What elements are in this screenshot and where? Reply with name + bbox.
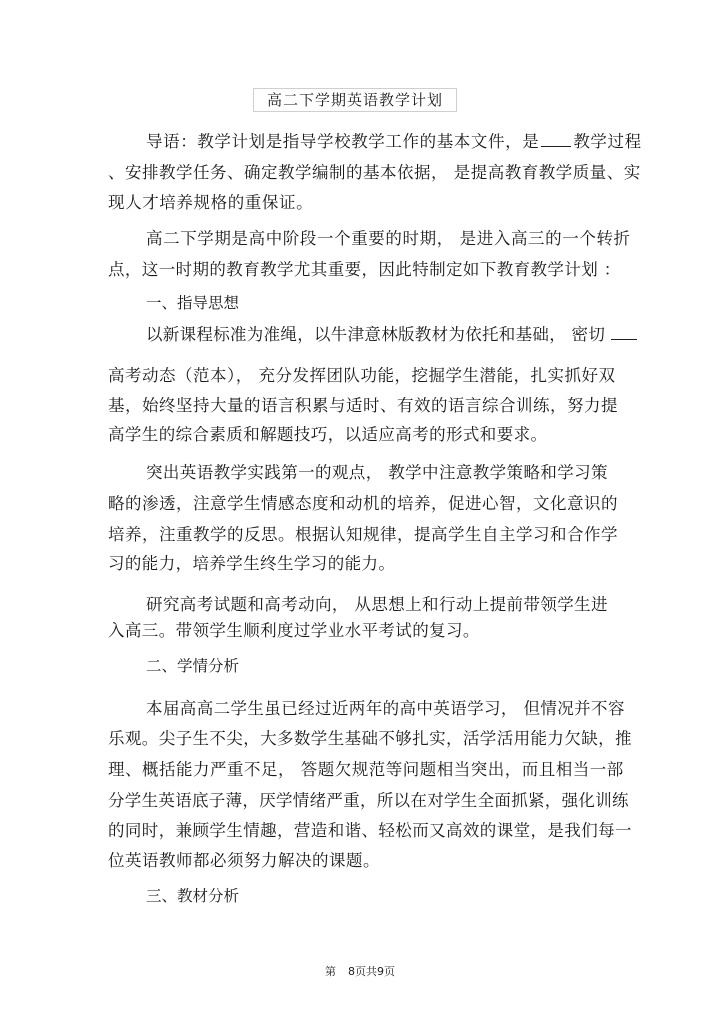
para6-line-3: 理、概括能力严重不足， 答题欠规范等问题相当突出，而且相当一部 (108, 760, 624, 779)
intro-line-3: 现人才培养规格的重保证。 (108, 193, 314, 212)
section-heading-textbook-analysis: 三、教材分析 (146, 887, 240, 905)
para3-line-3: 基，始终坚持大量的语言积累与适时、有效的语言综合训练，努力提 (108, 396, 618, 415)
section-heading-guiding-ideology: 一、指导思想 (146, 294, 240, 312)
para5-line-1: 研究高考试题和高考动向， 从思想上和行动上提前带领学生进 (146, 595, 608, 614)
para6-line-4: 分学生英语底子薄，厌学情绪严重，所以在对学生全面抓紧，强化训练 (108, 791, 629, 810)
footer-page-number: 8页共 (348, 965, 377, 978)
para4-line-2: 略的渗透，注意学生情感态度和动机的培养，促进心智，文化意识的 (108, 494, 618, 513)
para4-line-3: 培养，注重教学的反思。根据认知规律，提高学生自主学习和合作学 (108, 525, 618, 544)
intro-line-1 (146, 132, 642, 152)
para4-line-4: 习的能力，培养学生终生学习的能力。 (108, 554, 396, 573)
para2-line-2: 点，这一时期的教育教学尤其重要，因此特制定如下教育教学计划 ： (108, 260, 621, 279)
intro-line-2: 、安排教学任务、确定教学编制的基本依据， 是提高教育教学质量、实 (108, 163, 641, 182)
section-heading-student-analysis: 二、学情分析 (146, 657, 240, 675)
fill-in-blank (541, 132, 571, 147)
para6-line-5: 的同时，兼顾学生情趣，营造和谐、轻松而又高效的课堂，是我们每一 (108, 821, 632, 840)
para6-line-1: 本届高高二学生虽已经过近两年的高中英语学习， 但情况并不容 (146, 699, 625, 718)
para3-line-4: 高学生的综合素质和解题技巧，以适应高考的形式和要求。 (108, 425, 548, 444)
para2-line-1: 高二下学期是高中阶段一个重要的时期， 是进入高三的一个转折 (146, 229, 631, 248)
intro-line-1-text: 导语：教学计划是指导学校教学工作的基本文件，是 (146, 132, 540, 151)
footer-first: 第 (325, 965, 336, 978)
para4-line-1: 突出英语教学实践第一的观点， 教学中注意教学策略和学习策 (146, 463, 608, 482)
para6-line-2: 乐观。尖子生不尖，大多数学生基础不够扎实，活学活用能力欠缺，推 (108, 729, 632, 748)
document-title: 高二下学期英语教学计划 (253, 88, 457, 112)
fill-in-blank (611, 325, 637, 340)
para5-line-2: 入高三。带领学生顺利度过学业水平考试的复习。 (108, 621, 480, 640)
para3-line-1 (146, 325, 637, 345)
para6-line-6: 位英语教师都必须努力解决的课题。 (108, 851, 380, 870)
para3-line-1-text: 以新课程标准为准绳，以牛津意林版教材为依托和基础， 密切 (146, 325, 606, 344)
para3-line-2: 高考动态（范本）， 充分发挥团队功能，挖掘学生潜能，扎实抓好双 (108, 366, 616, 385)
page-footer (0, 963, 720, 979)
intro-line-1-tail: 教学过程 (573, 132, 642, 151)
footer-total-pages: 9页 (377, 965, 395, 978)
